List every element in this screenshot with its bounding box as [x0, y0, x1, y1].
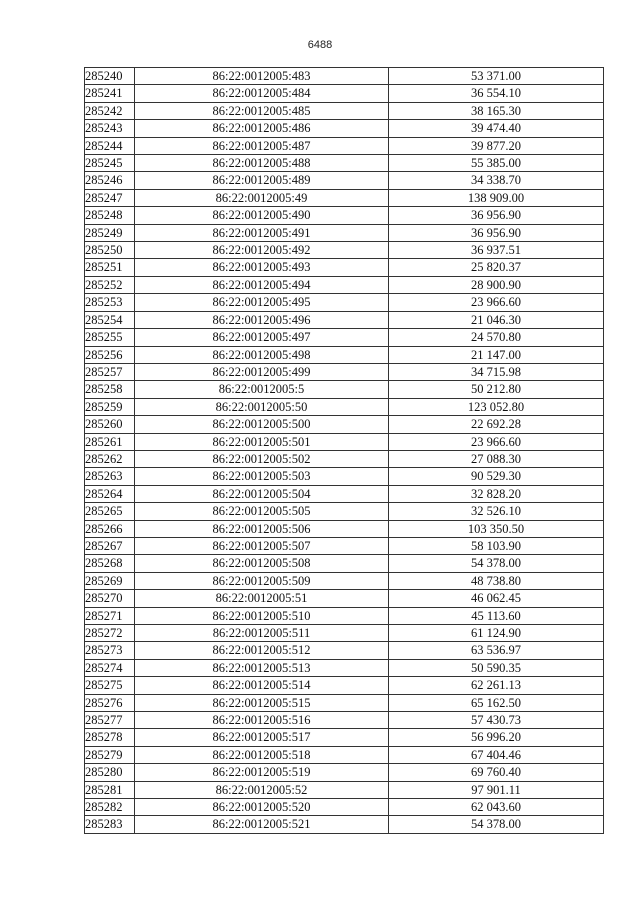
cadastral-number-cell: 86:22:0012005:496 [135, 311, 389, 328]
cadastral-number-cell: 86:22:0012005:486 [135, 120, 389, 137]
row-number-cell: 285265 [85, 503, 135, 520]
cadastral-number-cell: 86:22:0012005:513 [135, 659, 389, 676]
cadastral-number-cell: 86:22:0012005:510 [135, 607, 389, 624]
cadastral-number-cell: 86:22:0012005:5 [135, 381, 389, 398]
cadastral-number-cell: 86:22:0012005:509 [135, 572, 389, 589]
row-number-cell: 285260 [85, 416, 135, 433]
cadastral-number-cell: 86:22:0012005:498 [135, 346, 389, 363]
table-row [85, 625, 604, 642]
table-row [85, 398, 604, 415]
value-cell: 123 052.80 [389, 398, 604, 415]
table-row [85, 520, 604, 537]
cadastral-number-cell: 86:22:0012005:487 [135, 137, 389, 154]
cadastral-number-cell: 86:22:0012005:490 [135, 207, 389, 224]
value-cell: 21 046.30 [389, 311, 604, 328]
table-row [85, 363, 604, 380]
table-row [85, 172, 604, 189]
row-number-cell: 285250 [85, 242, 135, 259]
value-cell: 46 062.45 [389, 590, 604, 607]
cadastral-number-cell: 86:22:0012005:519 [135, 764, 389, 781]
table-row [85, 485, 604, 502]
cadastral-number-cell: 86:22:0012005:49 [135, 189, 389, 206]
table-row [85, 503, 604, 520]
value-cell: 34 715.98 [389, 363, 604, 380]
cadastral-number-cell: 86:22:0012005:485 [135, 102, 389, 119]
table-row [85, 68, 604, 85]
table-row [85, 85, 604, 102]
cadastral-number-cell: 86:22:0012005:515 [135, 694, 389, 711]
cadastral-number-cell: 86:22:0012005:52 [135, 781, 389, 798]
row-number-cell: 285264 [85, 485, 135, 502]
value-cell: 45 113.60 [389, 607, 604, 624]
row-number-cell: 285243 [85, 120, 135, 137]
row-number-cell: 285255 [85, 329, 135, 346]
value-cell: 56 996.20 [389, 729, 604, 746]
table-row [85, 329, 604, 346]
table-row [85, 642, 604, 659]
row-number-cell: 285261 [85, 433, 135, 450]
row-number-cell: 285258 [85, 381, 135, 398]
row-number-cell: 285277 [85, 712, 135, 729]
table-row [85, 746, 604, 763]
cadastral-number-cell: 86:22:0012005:499 [135, 363, 389, 380]
cadastral-number-cell: 86:22:0012005:512 [135, 642, 389, 659]
cadastral-number-cell: 86:22:0012005:495 [135, 294, 389, 311]
row-number-cell: 285274 [85, 659, 135, 676]
value-cell: 39 474.40 [389, 120, 604, 137]
cadastral-number-cell: 86:22:0012005:491 [135, 224, 389, 241]
value-cell: 50 590.35 [389, 659, 604, 676]
row-number-cell: 285252 [85, 276, 135, 293]
value-cell: 67 404.46 [389, 746, 604, 763]
table-row [85, 433, 604, 450]
row-number-cell: 285275 [85, 677, 135, 694]
row-number-cell: 285241 [85, 85, 135, 102]
value-cell: 36 956.90 [389, 224, 604, 241]
cadastral-number-cell: 86:22:0012005:492 [135, 242, 389, 259]
value-cell: 50 212.80 [389, 381, 604, 398]
table-row [85, 816, 604, 833]
table-row [85, 224, 604, 241]
row-number-cell: 285279 [85, 746, 135, 763]
cadastral-value-table [84, 67, 604, 834]
value-cell: 63 536.97 [389, 642, 604, 659]
value-cell: 54 378.00 [389, 555, 604, 572]
cadastral-number-cell: 86:22:0012005:497 [135, 329, 389, 346]
table-row [85, 659, 604, 676]
row-number-cell: 285268 [85, 555, 135, 572]
row-number-cell: 285276 [85, 694, 135, 711]
table-row [85, 781, 604, 798]
row-number-cell: 285266 [85, 520, 135, 537]
value-cell: 27 088.30 [389, 450, 604, 467]
row-number-cell: 285272 [85, 625, 135, 642]
value-cell: 22 692.28 [389, 416, 604, 433]
table-row [85, 694, 604, 711]
table-row [85, 450, 604, 467]
table-row [85, 102, 604, 119]
cadastral-number-cell: 86:22:0012005:506 [135, 520, 389, 537]
table-row [85, 259, 604, 276]
cadastral-number-cell: 86:22:0012005:517 [135, 729, 389, 746]
value-cell: 21 147.00 [389, 346, 604, 363]
table-row [85, 294, 604, 311]
table-row [85, 155, 604, 172]
value-cell: 103 350.50 [389, 520, 604, 537]
row-number-cell: 285267 [85, 537, 135, 554]
table-row [85, 572, 604, 589]
row-number-cell: 285244 [85, 137, 135, 154]
cadastral-number-cell: 86:22:0012005:51 [135, 590, 389, 607]
table-row [85, 137, 604, 154]
table-row [85, 799, 604, 816]
value-cell: 23 966.60 [389, 433, 604, 450]
cadastral-number-cell: 86:22:0012005:521 [135, 816, 389, 833]
value-cell: 65 162.50 [389, 694, 604, 711]
table-row [85, 677, 604, 694]
row-number-cell: 285256 [85, 346, 135, 363]
table-row [85, 207, 604, 224]
value-cell: 34 338.70 [389, 172, 604, 189]
page-number: 6488 [307, 39, 333, 51]
value-cell: 36 956.90 [389, 207, 604, 224]
cadastral-number-cell: 86:22:0012005:500 [135, 416, 389, 433]
row-number-cell: 285253 [85, 294, 135, 311]
value-cell: 62 261.13 [389, 677, 604, 694]
value-cell: 36 937.51 [389, 242, 604, 259]
value-cell: 48 738.80 [389, 572, 604, 589]
row-number-cell: 285283 [85, 816, 135, 833]
value-cell: 90 529.30 [389, 468, 604, 485]
value-cell: 25 820.37 [389, 259, 604, 276]
table-body [85, 68, 604, 834]
value-cell: 24 570.80 [389, 329, 604, 346]
table-row [85, 607, 604, 624]
value-cell: 28 900.90 [389, 276, 604, 293]
row-number-cell: 285281 [85, 781, 135, 798]
row-number-cell: 285240 [85, 68, 135, 85]
cadastral-number-cell: 86:22:0012005:50 [135, 398, 389, 415]
cadastral-number-cell: 86:22:0012005:489 [135, 172, 389, 189]
row-number-cell: 285273 [85, 642, 135, 659]
table-row [85, 590, 604, 607]
value-cell: 58 103.90 [389, 537, 604, 554]
cadastral-number-cell: 86:22:0012005:503 [135, 468, 389, 485]
row-number-cell: 285251 [85, 259, 135, 276]
value-cell: 54 378.00 [389, 816, 604, 833]
cadastral-number-cell: 86:22:0012005:488 [135, 155, 389, 172]
row-number-cell: 285282 [85, 799, 135, 816]
row-number-cell: 285242 [85, 102, 135, 119]
row-number-cell: 285278 [85, 729, 135, 746]
cadastral-number-cell: 86:22:0012005:501 [135, 433, 389, 450]
cadastral-number-cell: 86:22:0012005:507 [135, 537, 389, 554]
row-number-cell: 285280 [85, 764, 135, 781]
cadastral-number-cell: 86:22:0012005:508 [135, 555, 389, 572]
table-row [85, 729, 604, 746]
table-row [85, 381, 604, 398]
table-row [85, 346, 604, 363]
value-cell: 36 554.10 [389, 85, 604, 102]
cadastral-number-cell: 86:22:0012005:483 [135, 68, 389, 85]
cadastral-number-cell: 86:22:0012005:511 [135, 625, 389, 642]
row-number-cell: 285259 [85, 398, 135, 415]
table-row [85, 555, 604, 572]
cadastral-number-cell: 86:22:0012005:514 [135, 677, 389, 694]
row-number-cell: 285271 [85, 607, 135, 624]
cadastral-number-cell: 86:22:0012005:484 [135, 85, 389, 102]
row-number-cell: 285248 [85, 207, 135, 224]
cadastral-number-cell: 86:22:0012005:505 [135, 503, 389, 520]
value-cell: 32 828.20 [389, 485, 604, 502]
cadastral-number-cell: 86:22:0012005:504 [135, 485, 389, 502]
value-cell: 61 124.90 [389, 625, 604, 642]
value-cell: 23 966.60 [389, 294, 604, 311]
table-row [85, 242, 604, 259]
table-row [85, 537, 604, 554]
table-row [85, 764, 604, 781]
table-row [85, 416, 604, 433]
row-number-cell: 285269 [85, 572, 135, 589]
row-number-cell: 285247 [85, 189, 135, 206]
table-row [85, 468, 604, 485]
cadastral-number-cell: 86:22:0012005:502 [135, 450, 389, 467]
table-row [85, 276, 604, 293]
row-number-cell: 285246 [85, 172, 135, 189]
value-cell: 39 877.20 [389, 137, 604, 154]
value-cell: 69 760.40 [389, 764, 604, 781]
row-number-cell: 285257 [85, 363, 135, 380]
value-cell: 53 371.00 [389, 68, 604, 85]
row-number-cell: 285262 [85, 450, 135, 467]
table-row [85, 712, 604, 729]
cadastral-number-cell: 86:22:0012005:494 [135, 276, 389, 293]
row-number-cell: 285254 [85, 311, 135, 328]
row-number-cell: 285270 [85, 590, 135, 607]
row-number-cell: 285245 [85, 155, 135, 172]
table-row [85, 120, 604, 137]
table-row [85, 189, 604, 206]
value-cell: 32 526.10 [389, 503, 604, 520]
value-cell: 57 430.73 [389, 712, 604, 729]
cadastral-number-cell: 86:22:0012005:493 [135, 259, 389, 276]
row-number-cell: 285263 [85, 468, 135, 485]
table-row [85, 311, 604, 328]
cadastral-number-cell: 86:22:0012005:518 [135, 746, 389, 763]
cadastral-number-cell: 86:22:0012005:516 [135, 712, 389, 729]
value-cell: 62 043.60 [389, 799, 604, 816]
cadastral-number-cell: 86:22:0012005:520 [135, 799, 389, 816]
value-cell: 38 165.30 [389, 102, 604, 119]
value-cell: 138 909.00 [389, 189, 604, 206]
value-cell: 97 901.11 [389, 781, 604, 798]
row-number-cell: 285249 [85, 224, 135, 241]
value-cell: 55 385.00 [389, 155, 604, 172]
